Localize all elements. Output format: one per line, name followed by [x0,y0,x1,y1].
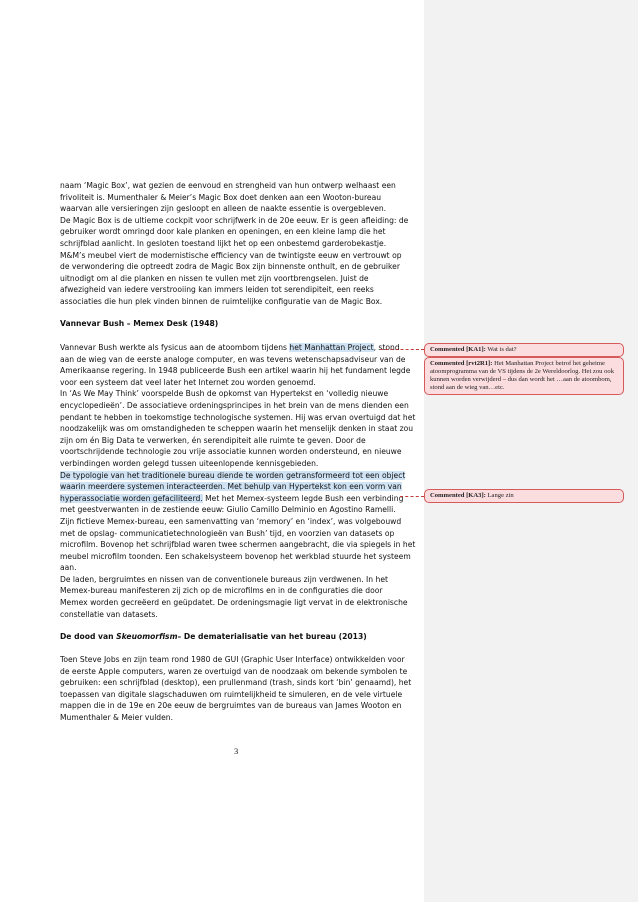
text-line: aan. [60,563,77,573]
heading-italic-run: Skeuomorfism [116,632,178,641]
text-line [60,342,418,354]
text-run: Met het Memex-systeem legde Bush een verbinding [202,493,404,503]
paragraph-steve-jobs [60,654,418,724]
comments-margin-pane [424,0,638,902]
text-line: voortschrijdende technologie zou vrije associatie kunnen worden ondersteund, en nieuwe [60,447,402,457]
text-line: afwezigheid van iedere verstrooiing kan immers leiden tot serendipiteit, een reeks [60,285,374,295]
comment-ka3[interactable] [424,489,624,503]
text-line [60,470,418,482]
heading-run: – De dematerialisatie van het bureau (2013) [177,632,367,641]
text-line: Memex-bureau manifesteren zij zich op de microfilms en in de configuraties die door [60,586,383,596]
section-heading-memex: Vannevar Bush – Memex Desk (1948) [60,319,219,328]
text-line: gebruiker wordt omringd door kale planken en openingen, en een kleine lamp die het [60,227,386,237]
text-line: gebruiken: een schrijfblad (desktop), een prullenmand (trash, sinds kort ‘bin’ genaamd), het [60,678,412,688]
comment-author-label: Commented [KA1]: [430,346,486,353]
comment-text: Wat is dat? [487,346,517,353]
text-line: aan de wieg van de eerste analoge computer, en was tevens wetenschapsadviseur van de [60,354,406,364]
text-line: met de opslag- communicatietechnologieën van Bush’ tijd, en voorzien van datasets op [60,528,395,538]
text-line: met geestverwanten in de zestiende eeuw: Giulio Camillo Delminio en Agostino Ramelli. [60,505,396,515]
text-line: associaties die hun plek vinden binnen de ruimtelijke configuratie van de Magic Box. [60,296,383,306]
commented-text-long-sentence[interactable]: De typologie van het traditionele bureau diende te worden getransformeerd tot een object [60,470,406,480]
text-line [60,481,418,493]
comment-author-label: Commented [KA3]: [430,492,486,499]
paragraph-magic-box [60,180,418,308]
comment-author-label: Commented [rvt2R1]: [430,360,493,367]
text-line: frivoliteit is. Mumenthaler & Meier’s Magic Box doet denken aan een Wooton-bureau [60,192,382,202]
text-line: naam ‘Magic Box’, wat gezien de eenvoud en strengheid van hun ontwerp welhaast een [60,181,396,190]
text-line: pendant te hebben in toekomstige technologische systemen. Hij was ervan overtuigd dat het [60,412,416,422]
text-line [60,493,418,505]
text-line: M&M’s meubel viert de modernistische efficiency van de twintigste eeuw en vertrouwt op [60,250,402,260]
text-line: zijn om én Big Data te verwerken, én serendipiteit alle ruimte te geven. Door de [60,435,366,445]
page-number: 3 [234,746,239,756]
commented-text-manhattan[interactable]: het Manhattan Project [289,343,374,352]
paragraph-vannevar-bush [60,342,418,620]
text-line: de verwondering die optreedt zodra de Magic Box zijn binnenste onthult, en de gebruiker [60,262,400,272]
text-line: constellatie van datasets. [60,609,158,619]
text-line: uitnodigt om al die planken en nissen te vullen met zijn voortbrengselen. Juist de [60,273,369,283]
text-line: Toen Steve Jobs en zijn team rond 1980 de GUI (Graphic User Interface) ontwikkelden voor [60,655,405,664]
comment-text: Het Manhattan Project betrof het geheime atoomprogramma van de VS tijdens de 2e Wereldoorlog. Het zou ook kunnen worden verwijderd – dus dan wordt het …aan de atoombom, stond aan de wieg van…etc. [430,360,614,391]
text-line: Zijn fictieve Memex-bureau, een samenvatting van ‘memory’ en ‘index’, was volgebouwd [60,516,402,526]
commented-text-long-sentence[interactable]: hyperassociatie worden gefaciliteerd. [60,493,203,503]
text-line: mappen die in de 19e en 20e eeuw de bergruimtes van de bureaus van James Wooton en [60,701,402,711]
section-heading-skeuomorfism [60,631,418,643]
text-line: noodzakelijk was om omstandigheden te scheppen waarin het menselijk denken in staat zou [60,424,414,434]
text-line: verbindingen worden gelegd tussen uiteenlopende kennisgebieden. [60,458,319,468]
text-line: Memex worden gecreëerd en geüpdatet. De ordeningsmagie ligt vervat in de elektronische [60,598,408,608]
text-line: voor een systeem dat veel later het Internet zou worden genoemd. [60,377,316,387]
commented-text-long-sentence[interactable]: waarin meerdere systemen interacteerden. Met behulp van Hypertekst kon een vorm van [60,482,402,492]
text-line: de eerste Apple computers, waren ze overtuigd van de noodzaak om bekende symbolen te [60,666,408,676]
heading-run: De dood van [60,632,117,641]
text-line: microfilm. Bovenop het schrijfblad waren twee schermen aangebracht, die via spiegels in het [60,540,416,550]
text-line: waarvan alle versieringen zijn gesloopt en alleen de naakte essentie is overgebleven. [60,204,387,214]
text-line: In ‘As We May Think’ voorspelde Bush de opkomst van Hypertekst en ‘volledig nieuwe [60,389,389,399]
text-line: encyclopedieën’. De associatieve ordeningsprincipes in het brein van de mens dienden een [60,400,409,410]
text-line: Amerikaanse regering. In 1948 publiceerde Bush een artikel waarin hij het fundament legde [60,366,411,376]
comment-connector [380,349,424,350]
text-line: schrijfblad aanlicht. In gesloten toestand lijkt het op een onbestemd garderobekastje. [60,238,387,248]
text-line: Mumenthaler & Meier vulden. [60,712,174,722]
text-line: meubel microfilm toonden. Een schakelsysteem bovenop het werkblad stuurde het systeem [60,551,411,561]
text-line: De Magic Box is de ultieme cockpit voor schrijfwerk in de 20e eeuw. Er is geen afleiding: de [60,215,409,225]
comment-ka1[interactable] [424,343,624,357]
comment-rvt2r1[interactable] [424,357,624,395]
text-line: De laden, bergruimtes en nissen van de conventionele bureaus zijn verdwenen. In het [60,574,388,584]
text-run: Vannevar Bush werkte als fysicus aan de atoombom tijdens [60,343,290,352]
text-line: toepassen van digitale slagschaduwen om ruimtelijkheid te simuleren, en de vele virtuele [60,689,403,699]
comment-text: Lange zin [487,492,514,499]
comment-connector [400,496,424,497]
text-run: , stond [373,343,400,352]
